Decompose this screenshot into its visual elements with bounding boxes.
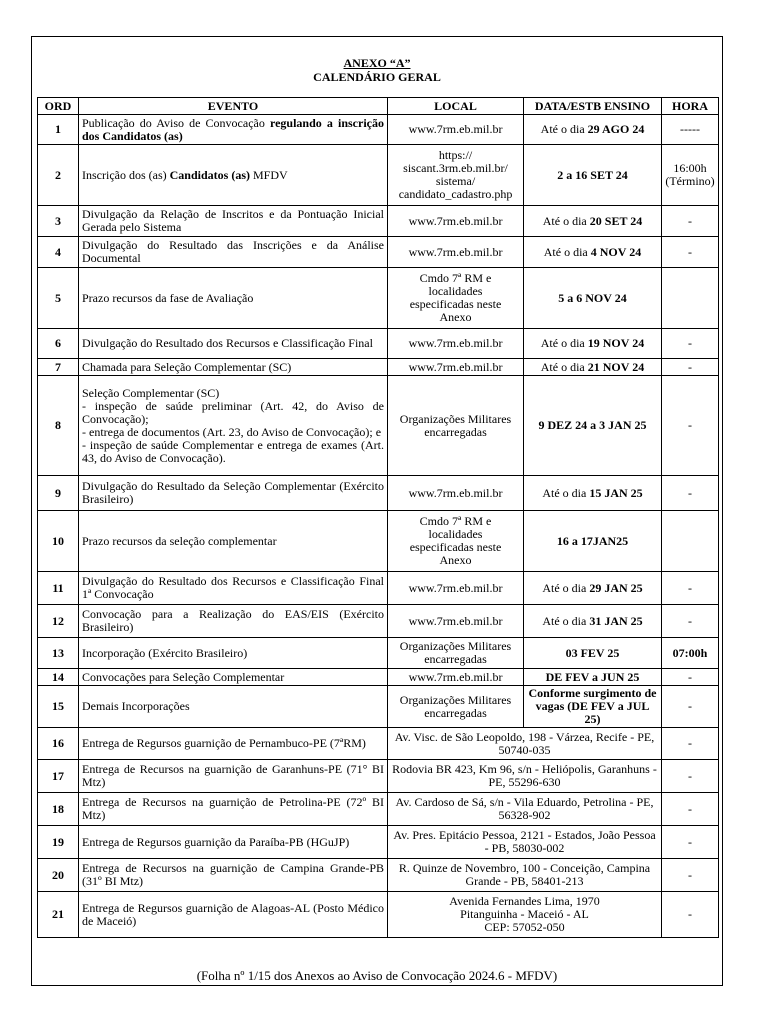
row-ord: 6 xyxy=(38,329,79,359)
row-event: Divulgação do Resultado dos Recursos e Classificação Final 1ª Convocação xyxy=(79,572,388,605)
header-ord: ORD xyxy=(38,98,79,115)
row-local: Organizações Militares encarregadas xyxy=(388,686,524,728)
row-event: Divulgação do Resultado da Seleção Complementar (Exército Brasileiro) xyxy=(79,476,388,511)
hora-value: 07:00h xyxy=(672,645,708,660)
row-ord: 5 xyxy=(38,268,79,329)
row-date xyxy=(524,638,662,669)
calendar-table xyxy=(37,97,719,938)
table-row xyxy=(38,572,719,605)
row-hora: ----- xyxy=(662,115,719,145)
row-date xyxy=(524,572,662,605)
row-ord: 13 xyxy=(38,638,79,669)
table-row xyxy=(38,359,719,376)
table-row xyxy=(38,115,719,145)
table-row xyxy=(38,476,719,511)
row-hora: - xyxy=(662,826,719,859)
event-line: Seleção Complementar (SC) xyxy=(82,385,220,400)
table-row xyxy=(38,669,719,686)
date-prefix: Até o dia xyxy=(540,122,588,136)
row-ord: 1 xyxy=(38,115,79,145)
row-address: Av. Cardoso de Sá, s/n - Vila Eduardo, Petrolina - PE, 56328-902 xyxy=(388,793,662,826)
address-line: Avenida Fernandes Lima, 1970 xyxy=(449,894,600,908)
row-event: Divulgação do Resultado das Inscrições e da Análise Documental xyxy=(79,237,388,268)
row-local: www.7rm.eb.mil.br xyxy=(388,115,524,145)
row-local: www.7rm.eb.mil.br xyxy=(388,669,524,686)
date-prefix: Até o dia xyxy=(542,613,590,628)
table-body xyxy=(38,115,719,938)
local-line: https:// xyxy=(438,148,473,162)
row-event: Divulgação do Resultado dos Recursos e Classificação Final xyxy=(79,329,388,359)
event-text-bold: regulando a inscrição dos Candidatos (as) xyxy=(82,115,384,143)
date-prefix: Até o dia xyxy=(540,336,588,350)
row-local: www.7rm.eb.mil.br xyxy=(388,572,524,605)
event-line: - inspeção de saúde Complementar e entrega de exames (Art. 43, do Aviso de Convocação). xyxy=(82,437,384,465)
date-prefix: Até o dia xyxy=(540,359,588,374)
date-prefix: Até o dia xyxy=(542,485,590,500)
row-event: Entrega de Recursos na guarnição de Campina Grande-PB (31º BI Mtz) xyxy=(79,859,388,892)
hora-line: (Término) xyxy=(665,174,715,188)
date-value: 20 SET 24 xyxy=(589,213,643,228)
local-line: Anexo xyxy=(439,553,472,567)
row-date xyxy=(524,329,662,359)
row-date xyxy=(524,237,662,268)
row-ord: 8 xyxy=(38,376,79,476)
row-hora: - xyxy=(662,476,719,511)
row-ord: 14 xyxy=(38,669,79,686)
row-event: Demais Incorporações xyxy=(79,686,388,728)
row-ord: 16 xyxy=(38,728,79,760)
row-date xyxy=(524,511,662,572)
row-local: www.7rm.eb.mil.br xyxy=(388,329,524,359)
table-row xyxy=(38,605,719,638)
date-value: 03 FEV 25 xyxy=(565,645,620,660)
date-value: DE FEV a JUN 25 xyxy=(545,669,640,684)
row-local: Organizações Militares encarregadas xyxy=(388,638,524,669)
row-event: Convocação para a Realização do EAS/EIS (Exército Brasileiro) xyxy=(79,605,388,638)
row-ord: 11 xyxy=(38,572,79,605)
date-value: Conforme surgimento de vagas (DE FEV a JUL 25) xyxy=(528,686,657,726)
row-hora: - xyxy=(662,605,719,638)
row-date xyxy=(524,669,662,686)
header-local: LOCAL xyxy=(388,98,524,115)
row-hora: - xyxy=(662,760,719,793)
row-ord: 21 xyxy=(38,892,79,938)
row-event: Divulgação da Relação de Inscritos e da Pontuação Inicial Gerada pelo Sistema xyxy=(79,206,388,237)
table-row xyxy=(38,329,719,359)
row-hora: - xyxy=(662,206,719,237)
date-value: 31 JAN 25 xyxy=(589,613,643,628)
date-value: 2 a 16 SET 24 xyxy=(557,167,628,182)
row-hora: - xyxy=(662,686,719,728)
row-ord: 19 xyxy=(38,826,79,859)
table-row xyxy=(38,859,719,892)
row-hora: - xyxy=(662,359,719,376)
row-hora: - xyxy=(662,859,719,892)
row-ord: 3 xyxy=(38,206,79,237)
row-hora xyxy=(662,145,719,206)
row-address xyxy=(388,892,662,938)
row-ord: 20 xyxy=(38,859,79,892)
row-event: Convocações para Seleção Complementar xyxy=(79,669,388,686)
local-line: candidato_cadastro.php xyxy=(398,187,513,201)
annex-title: ANEXO “A” xyxy=(343,56,411,70)
header-data: DATA/ESTB ENSINO xyxy=(524,98,662,115)
local-line: especificadas neste xyxy=(409,297,502,311)
row-hora: - xyxy=(662,376,719,476)
address-line: CEP: 57052-050 xyxy=(484,920,565,934)
table-header-row xyxy=(38,98,719,115)
date-value: 15 JAN 25 xyxy=(589,485,643,500)
page-footer: (Folha nº 1/15 dos Anexos ao Aviso de Convocação 2024.6 - MFDV) xyxy=(196,968,558,983)
row-local xyxy=(388,511,524,572)
table-row xyxy=(38,728,719,760)
header-hora: HORA xyxy=(662,98,719,115)
event-line: - entrega de documentos (Art. 23, do Aviso de Convocação); e xyxy=(82,424,382,439)
row-ord: 17 xyxy=(38,760,79,793)
row-date xyxy=(524,115,662,145)
date-value: 21 NOV 24 xyxy=(587,359,645,374)
header-evento: EVENTO xyxy=(79,98,388,115)
row-ord: 4 xyxy=(38,237,79,268)
row-event: Entrega de Regursos guarnição de Alagoas-AL (Posto Médico de Maceió) xyxy=(79,892,388,938)
table-row xyxy=(38,268,719,329)
row-date xyxy=(524,268,662,329)
date-prefix: Até o dia xyxy=(543,244,591,259)
local-line: siscant.3rm.eb.mil.br/ xyxy=(403,161,508,175)
local-line: especificadas neste xyxy=(409,540,502,554)
table-row xyxy=(38,206,719,237)
row-local xyxy=(388,145,524,206)
row-hora: - xyxy=(662,572,719,605)
event-text: MFDV xyxy=(250,167,288,182)
row-hora: - xyxy=(662,237,719,268)
row-hora: - xyxy=(662,892,719,938)
table-row xyxy=(38,686,719,728)
table-row xyxy=(38,511,719,572)
row-date xyxy=(524,376,662,476)
table-row xyxy=(38,145,719,206)
event-text: Inscrição dos (as) xyxy=(82,167,170,182)
table-row xyxy=(38,826,719,859)
table-row xyxy=(38,237,719,268)
local-line: Anexo xyxy=(439,310,472,324)
row-ord: 12 xyxy=(38,605,79,638)
row-event xyxy=(79,376,388,476)
row-local: www.7rm.eb.mil.br xyxy=(388,359,524,376)
table-row xyxy=(38,892,719,938)
row-date xyxy=(524,145,662,206)
row-event: Incorporação (Exército Brasileiro) xyxy=(79,638,388,669)
row-hora xyxy=(662,268,719,329)
date-value: 16 a 17JAN25 xyxy=(556,533,629,548)
row-address: Rodovia BR 423, Km 96, s/n - Heliópolis, Garanhuns - PE, 55296-630 xyxy=(388,760,662,793)
date-value: 29 AGO 24 xyxy=(587,122,645,136)
row-event: Entrega de Regursos guarnição de Pernambuco-PE (7ªRM) xyxy=(79,728,388,760)
local-line: localidades xyxy=(428,284,483,298)
row-ord: 10 xyxy=(38,511,79,572)
row-date xyxy=(524,206,662,237)
row-date xyxy=(524,605,662,638)
event-text: Publicação do Aviso de Convocação xyxy=(82,115,270,130)
table-row xyxy=(38,638,719,669)
date-value: 9 DEZ 24 a 3 JAN 25 xyxy=(538,418,647,432)
row-hora: - xyxy=(662,728,719,760)
row-address: Av. Visc. de São Leopoldo, 198 - Várzea, Recife - PE, 50740-035 xyxy=(388,728,662,760)
row-date xyxy=(524,359,662,376)
table-row xyxy=(38,760,719,793)
annex-subtitle: CALENDÁRIO GERAL xyxy=(313,70,441,84)
row-address: R. Quinze de Novembro, 100 - Conceição, Campina Grande - PB, 58401-213 xyxy=(388,859,662,892)
row-ord: 9 xyxy=(38,476,79,511)
row-date xyxy=(524,476,662,511)
date-value: 19 NOV 24 xyxy=(587,336,645,350)
date-prefix: Até o dia xyxy=(542,580,590,595)
row-address: Av. Pres. Epitácio Pessoa, 2121 - Estados, João Pessoa - PB, 58030-002 xyxy=(388,826,662,859)
address-line: Pitanguinha - Maceió - AL xyxy=(460,907,589,921)
row-ord: 7 xyxy=(38,359,79,376)
hora-line: 16:00h xyxy=(673,161,707,175)
row-event: Prazo recursos da seleção complementar xyxy=(79,511,388,572)
event-text-bold: Candidatos (as) xyxy=(169,167,250,182)
document-frame xyxy=(31,36,723,986)
row-local: Organizações Militares encarregadas xyxy=(388,376,524,476)
row-hora xyxy=(662,511,719,572)
local-line: localidades xyxy=(428,527,483,541)
row-hora: - xyxy=(662,329,719,359)
row-event: Entrega de Recursos na guarnição de Garanhuns-PE (71° BI Mtz) xyxy=(79,760,388,793)
row-event: Chamada para Seleção Complementar (SC) xyxy=(79,359,388,376)
row-local xyxy=(388,268,524,329)
row-local: www.7rm.eb.mil.br xyxy=(388,206,524,237)
date-value: 4 NOV 24 xyxy=(590,244,642,259)
row-ord: 15 xyxy=(38,686,79,728)
row-hora xyxy=(662,638,719,669)
local-line: sistema/ xyxy=(435,174,476,188)
table-row xyxy=(38,376,719,476)
row-event: Prazo recursos da fase de Avaliação xyxy=(79,268,388,329)
row-event xyxy=(79,115,388,145)
event-line: - inspeção de saúde preliminar (Art. 42, do Aviso de Convocação); xyxy=(82,398,384,426)
row-hora: - xyxy=(662,669,719,686)
row-ord: 18 xyxy=(38,793,79,826)
table-row xyxy=(38,793,719,826)
date-value: 5 a 6 NOV 24 xyxy=(558,290,627,305)
local-line: Cmdo 7ª RM e xyxy=(419,514,492,528)
row-event xyxy=(79,145,388,206)
row-date xyxy=(524,686,662,728)
row-event: Entrega de Recursos na guarnição de Petrolina-PE (72º BI Mtz) xyxy=(79,793,388,826)
row-ord: 2 xyxy=(38,145,79,206)
row-local: www.7rm.eb.mil.br xyxy=(388,605,524,638)
row-hora: - xyxy=(662,793,719,826)
date-prefix: Até o dia xyxy=(542,213,590,228)
local-line: Cmdo 7ª RM e xyxy=(419,271,492,285)
date-value: 29 JAN 25 xyxy=(589,580,643,595)
row-event: Entrega de Regursos guarnição da Paraíba-PB (HGuJP) xyxy=(79,826,388,859)
row-local: www.7rm.eb.mil.br xyxy=(388,476,524,511)
row-local: www.7rm.eb.mil.br xyxy=(388,237,524,268)
